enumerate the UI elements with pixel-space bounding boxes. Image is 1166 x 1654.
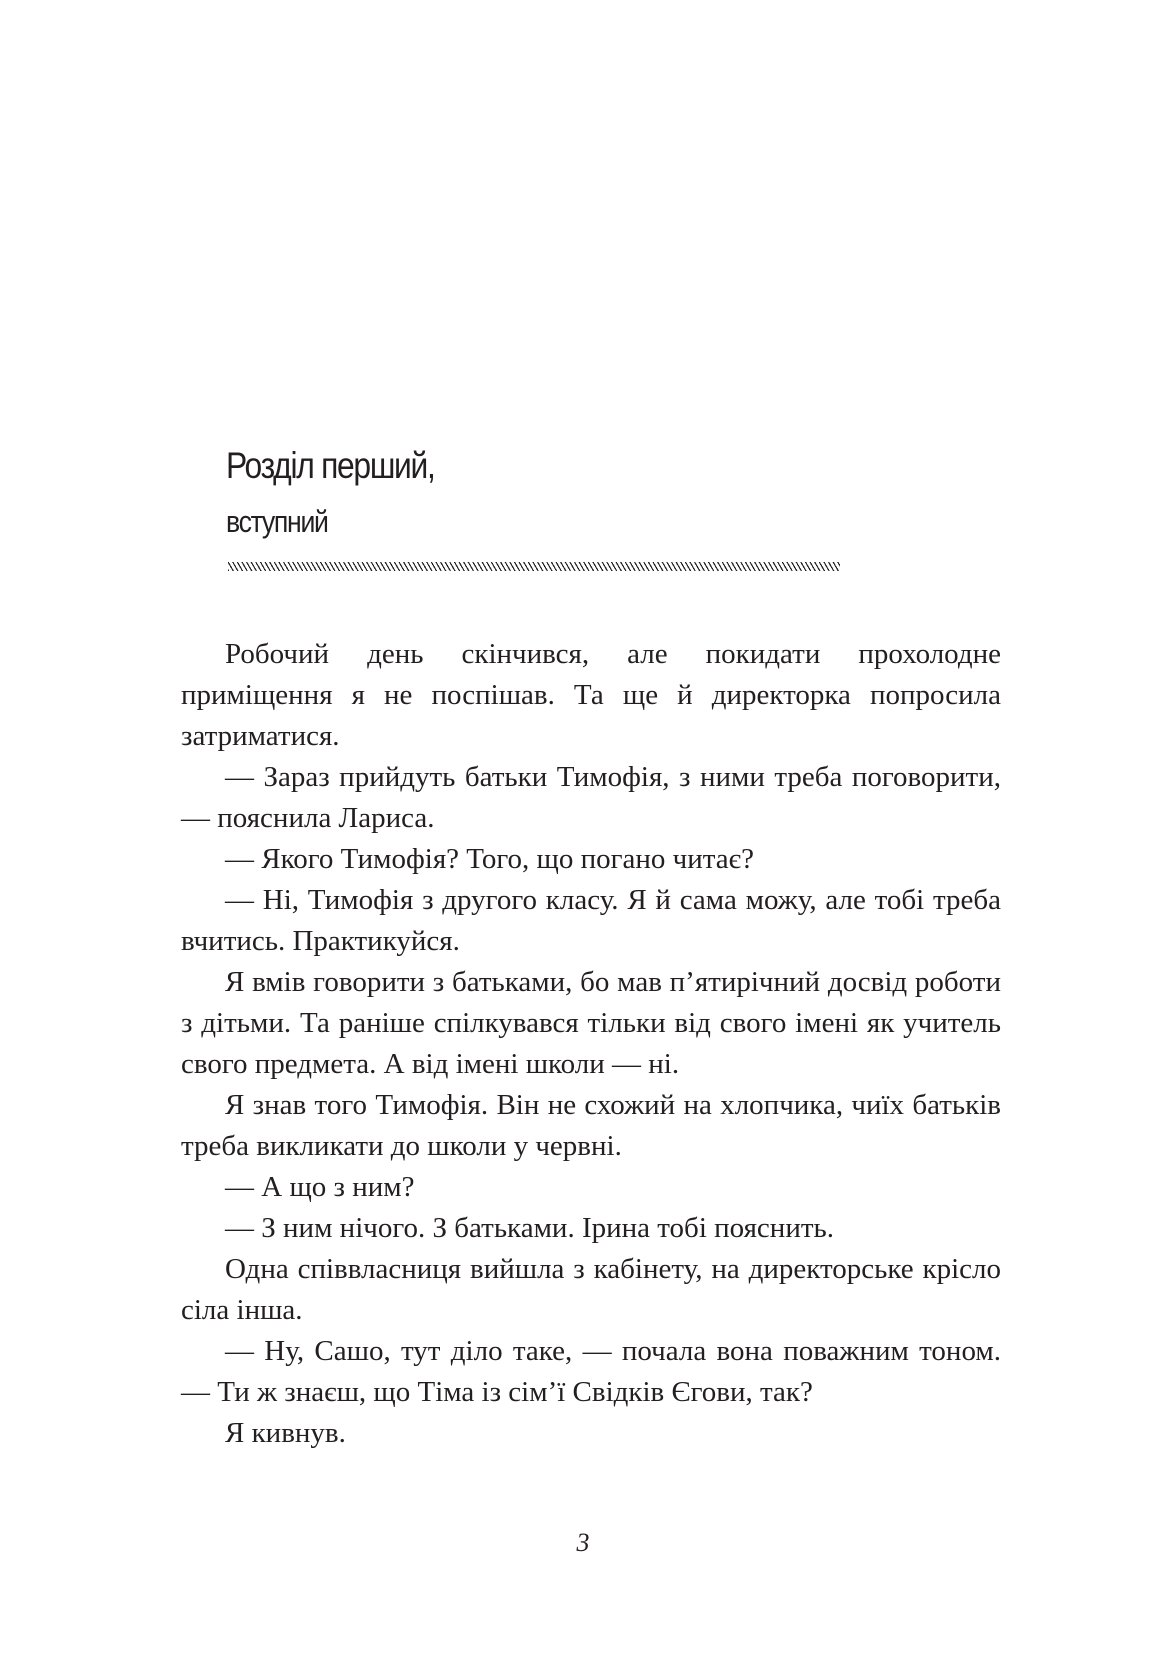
paragraph: Одна співвласниця вийшла з кабінету, на директорське крісло сіла інша. [181, 1253, 1001, 1326]
paragraph: — Ну, Сашо, тут діло таке, — почала вона поважним тоном. — Ти ж знаєш, що Тіма із сім’ї Свідків Єгови, так? [181, 1335, 1001, 1408]
paragraph: — А що з ним? [225, 1171, 415, 1203]
chapter-title-line-1: Розділ перший, [226, 445, 435, 486]
paragraph: Я вмів говорити з батьками, бо мав п’ятирічний досвід роботи з дітьми. Та раніше спілкувався тільки від свого імені як учитель свого предмета. А від імені школи — ні. [181, 966, 1001, 1080]
decorative-hatched-divider [228, 562, 840, 571]
paragraph: — Ні, Тимофія з другого класу. Я й сама можу, але тобі треба вчитись. Практикуйся. [181, 884, 1001, 957]
page-number: 3 [576, 1528, 590, 1557]
chapter-title-line-2: вступний [226, 504, 328, 539]
paragraph: — З ним нічого. З батьками. Ірина тобі пояснить. [225, 1212, 834, 1244]
paragraph: Робочий день скінчився, але покидати прохолодне приміщення я не поспішав. Та ще й директорка попросила затриматися. [181, 638, 1001, 752]
chapter-heading [226, 444, 926, 542]
paragraph: Я знав того Тимофія. Він не схожий на хлопчика, чиїх батьків треба викликати до школи у червні. [181, 1089, 1001, 1162]
paragraph: Я кивнув. [225, 1417, 346, 1449]
paragraph: — Якого Тимофія? Того, що погано читає? [225, 843, 754, 875]
paragraph: — Зараз прийдуть батьки Тимофія, з ними треба поговорити, — пояснила Лариса. [181, 761, 1001, 834]
chapter-body-text [181, 634, 1001, 1454]
